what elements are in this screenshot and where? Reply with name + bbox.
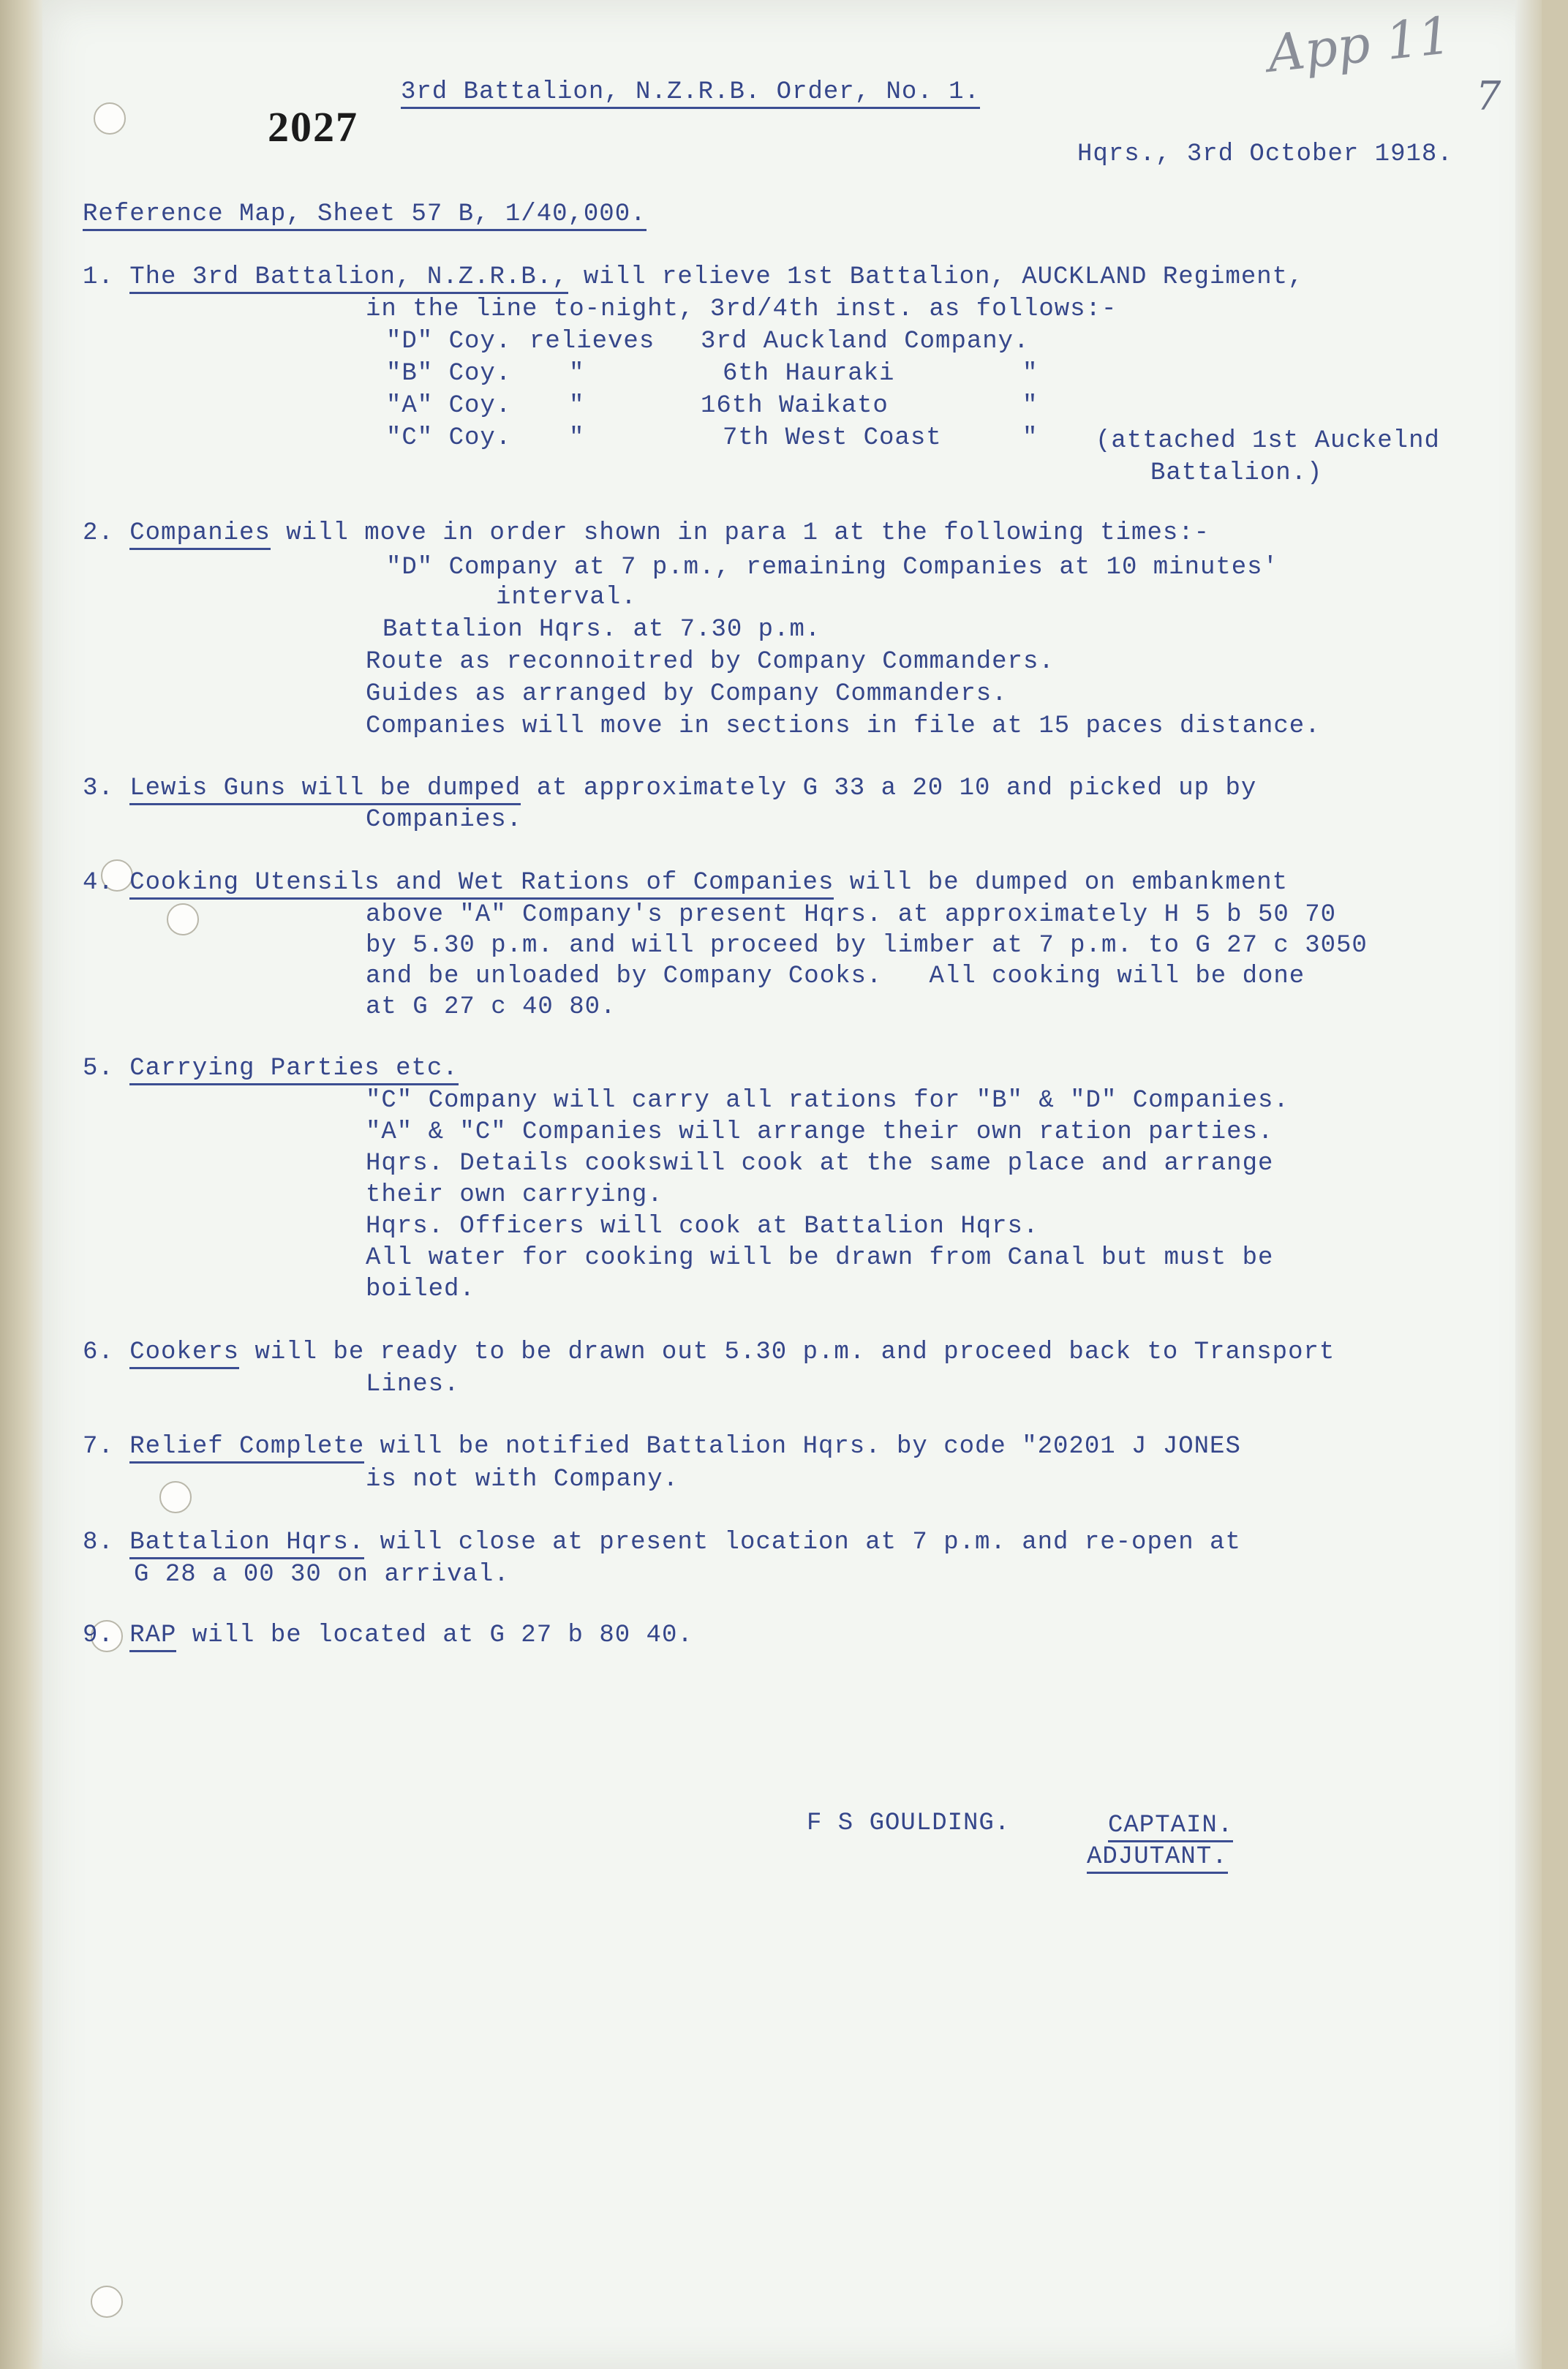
relief-row-unit: 6th Hauraki — [723, 360, 895, 388]
para-9: 9. RAP will be located at G 27 b 80 40. — [83, 1620, 693, 1651]
signature-name: F S GOULDING. — [807, 1809, 1011, 1837]
para-5-line: "C" Company will carry all rations for "B" & "D" Companies. — [366, 1087, 1289, 1115]
relief-row: "B" Coy. — [386, 360, 512, 388]
relief-note: (attached 1st Auckelnd — [1096, 427, 1440, 455]
punch-hole — [167, 903, 199, 935]
relief-row-unit: 7th West Coast — [723, 424, 942, 452]
relief-row-unit: 3rd Auckland Company. — [701, 328, 1030, 355]
relief-row-verb: " — [569, 392, 585, 420]
para-4-line: by 5.30 p.m. and will proceed by limber at 7 p.m. to G 27 c 3050 — [366, 932, 1368, 960]
para-5-line: Hqrs. Details cookswill cook at the same place and arrange — [366, 1150, 1274, 1178]
para-7-heading: Relief Complete — [129, 1433, 364, 1464]
para-5-line: All water for cooking will be drawn from Canal but must be — [366, 1244, 1274, 1272]
relief-row-ditto: " — [1022, 360, 1039, 388]
para-4: 4. Cooking Utensils and Wet Rations of Companies will be dumped on embankment — [83, 867, 1288, 898]
para-3: 3. Lewis Guns will be dumped at approximately G 33 a 20 10 and picked up by — [83, 773, 1256, 804]
para-5-line: boiled. — [366, 1276, 475, 1303]
para-2-line: Route as reconnoitred by Company Commanders. — [366, 648, 1055, 676]
para-3-line: Companies. — [366, 806, 523, 834]
para-8: 8. Battalion Hqrs. will close at present location at 7 p.m. and re-open at — [83, 1527, 1241, 1558]
relief-row-verb: " — [569, 424, 585, 452]
document-sheet — [42, 0, 1542, 2369]
para-2-line: Battalion Hqrs. at 7.30 p.m. — [382, 616, 821, 644]
punch-hole — [159, 1481, 192, 1513]
para-5-heading: Carrying Parties etc. — [129, 1055, 458, 1085]
para-2-line: Companies will move in sections in file at 15 paces distance. — [366, 712, 1321, 740]
para-4-line: at G 27 c 40 80. — [366, 993, 617, 1021]
para-1-line: in the line to-night, 3rd/4th inst. as follows:- — [366, 295, 1117, 323]
para-4-heading: Cooking Utensils and Wet Rations of Companies — [129, 869, 834, 900]
para-7-line: is not with Company. — [366, 1466, 679, 1494]
para-2-line: Guides as arranged by Company Commanders. — [366, 680, 1008, 708]
relief-row: "D" Coy. — [386, 328, 512, 355]
para-6: 6. Cookers will be ready to be drawn out 5.30 p.m. and proceed back to Transport — [83, 1337, 1335, 1368]
page-number: 7 — [1476, 73, 1501, 119]
para-2-heading: Companies — [129, 519, 271, 550]
para-8-line: G 28 a 00 30 on arrival. — [134, 1561, 510, 1589]
para-1: 1. The 3rd Battalion, N.Z.R.B., will relieve 1st Battalion, AUCKLAND Regiment, — [83, 262, 1303, 293]
para-9-heading: RAP — [129, 1622, 176, 1652]
para-5: 5. Carrying Parties etc. — [83, 1053, 459, 1084]
relief-note: Battalion.) — [1150, 459, 1323, 487]
para-2-line: interval. — [496, 584, 637, 611]
relief-row-verb: relieves — [529, 328, 655, 355]
relief-row: "C" Coy. — [386, 424, 512, 452]
paper-edge-left — [0, 0, 42, 2369]
para-5-line: their own carrying. — [366, 1181, 663, 1209]
relief-row-ditto: " — [1022, 424, 1039, 452]
para-5-line: Hqrs. Officers will cook at Battalion Hqrs. — [366, 1213, 1039, 1240]
para-5-line: "A" & "C" Companies will arrange their own ration parties. — [366, 1118, 1274, 1146]
para-4-line: above "A" Company's present Hqrs. at approximately H 5 b 50 70 — [366, 901, 1337, 929]
relief-row-verb: " — [569, 360, 585, 388]
document-title: 3rd Battalion, N.Z.R.B. Order, No. 1. — [401, 77, 980, 108]
relief-row: "A" Coy. — [386, 392, 512, 420]
para-3-heading: Lewis Guns will be dumped — [129, 775, 521, 805]
para-2-line: "D" Company at 7 p.m., remaining Companies at 10 minutes' — [386, 554, 1278, 581]
signature-rank: CAPTAIN. — [1108, 1810, 1233, 1841]
para-6-heading: Cookers — [129, 1338, 239, 1369]
document-number: 2027 — [268, 103, 358, 151]
para-6-line: Lines. — [366, 1371, 460, 1398]
handwritten-annotation: App 11 — [1264, 5, 1455, 84]
signature-role: ADJUTANT. — [1087, 1842, 1228, 1872]
punch-hole — [94, 102, 126, 135]
reference-map: Reference Map, Sheet 57 B, 1/40,000. — [83, 199, 647, 230]
para-7: 7. Relief Complete will be notified Battalion Hqrs. by code "20201 J JONES — [83, 1431, 1241, 1462]
punch-hole — [91, 2286, 123, 2318]
location-date: Hqrs., 3rd October 1918. — [1077, 140, 1453, 168]
para-8-heading: Battalion Hqrs. — [129, 1529, 364, 1559]
para-2: 2. Companies will move in order shown in para 1 at the following times:- — [83, 518, 1210, 549]
para-4-line: and be unloaded by Company Cooks. All cooking will be done — [366, 963, 1305, 990]
para-1-heading: The 3rd Battalion, N.Z.R.B., — [129, 263, 568, 294]
relief-row-ditto: " — [1022, 392, 1039, 420]
relief-row-unit: 16th Waikato — [701, 392, 889, 420]
paper-edge-right — [1515, 0, 1542, 2369]
